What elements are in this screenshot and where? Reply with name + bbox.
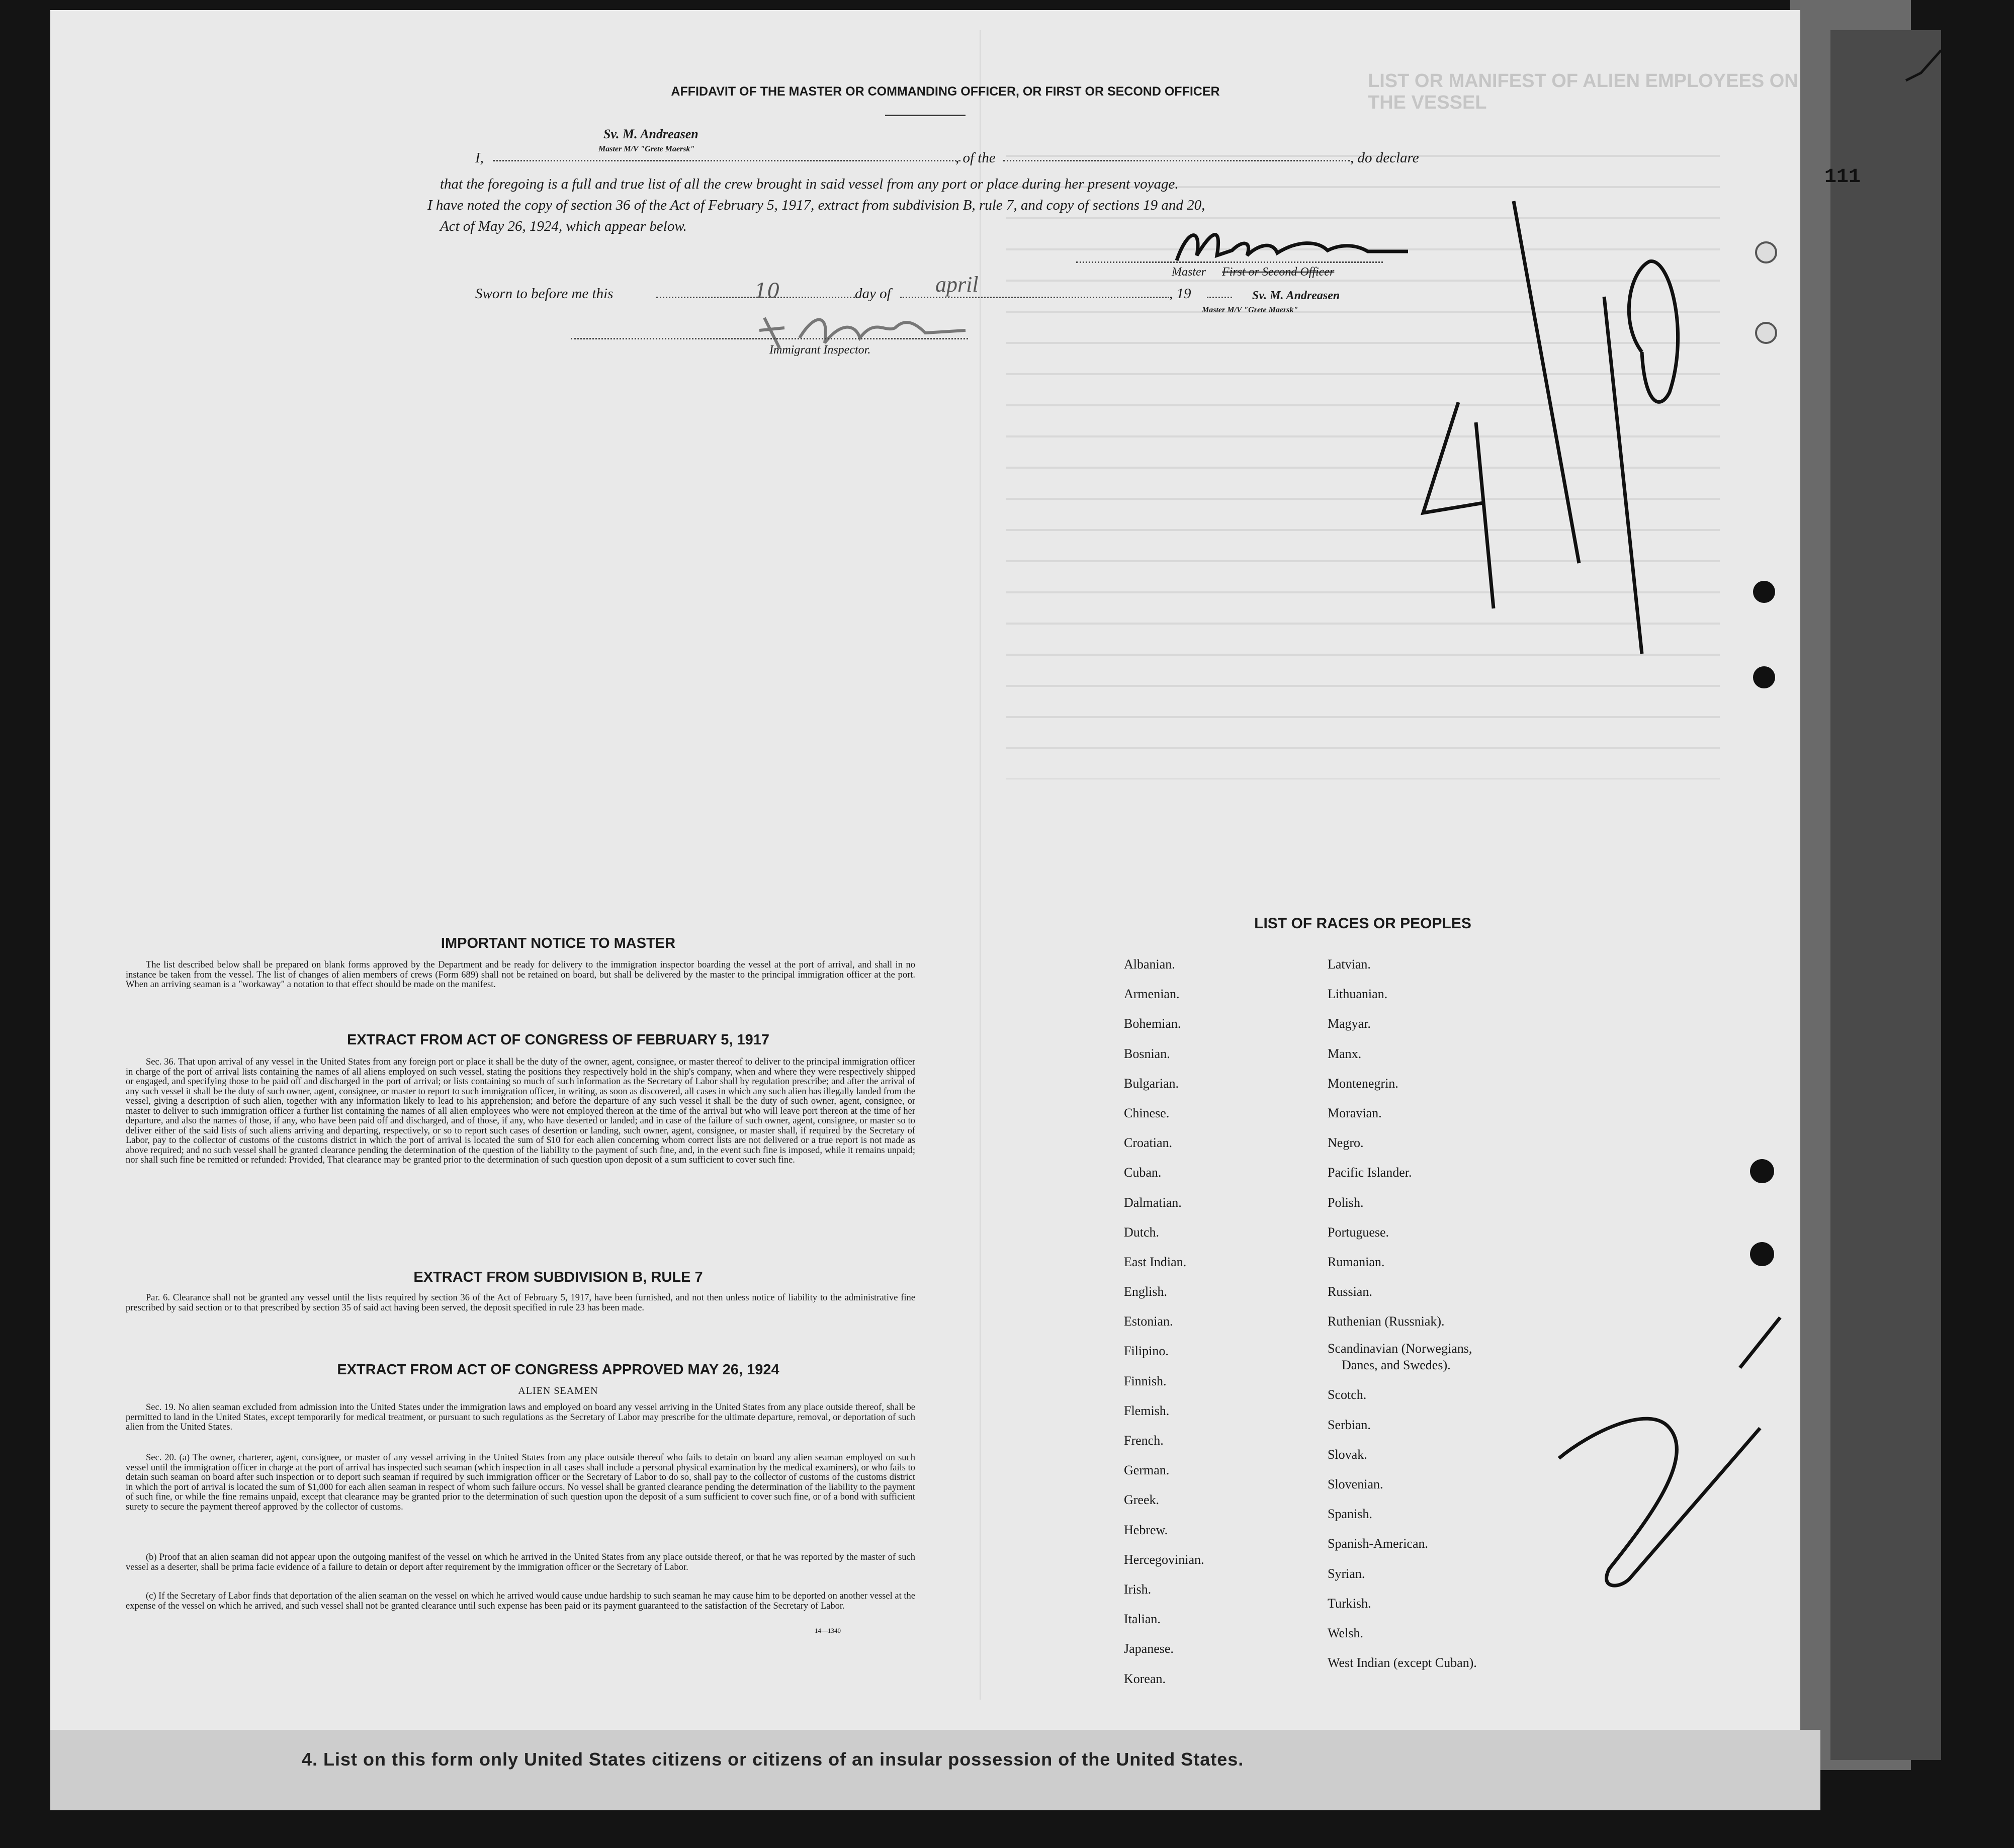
race-item: Welsh. <box>1328 1625 1363 1640</box>
punch-hole <box>1753 666 1775 688</box>
month-fill: april <box>935 272 979 297</box>
punch-hole <box>1753 581 1775 603</box>
extract-1924-title: EXTRACT FROM ACT OF CONGRESS APPROVED MAY 26, 1924 <box>337 1362 779 1378</box>
race-item: Bosnian. <box>1124 1046 1170 1061</box>
handwritten-date-mark <box>1368 191 1770 664</box>
edge-number: 111 <box>1824 166 1861 189</box>
punch-hole <box>1750 1242 1774 1266</box>
stamp-sub: Master M/V "Grete Maersk" <box>1202 306 1298 314</box>
race-item: Slovak. <box>1328 1447 1367 1462</box>
race-item: Latvian. <box>1328 957 1371 972</box>
affidavit-line-1: that the foregoing is a full and true list of all the crew brought in said vessel from any port or place during her present voyage. <box>440 176 1179 192</box>
races-title: LIST OF RACES OR PEOPLES <box>1254 915 1471 932</box>
race-item: Finnish. <box>1124 1373 1167 1388</box>
fold-line <box>980 30 981 1700</box>
races-left-column <box>1124 949 1315 1694</box>
name-line <box>493 160 960 161</box>
race-item: Danes, and Swedes). <box>1342 1358 1451 1373</box>
sec-20a-body: Sec. 20. (a) The owner, charterer, agent, consignee, or master of any vessel arriving in the United States from any place outside thereof who fails to detain on board any alien seaman employed on such vessel until the immigration officer in charge at the port of arrival has inspected such seaman (which inspection in all cases shall include a personal physical examination by the medical examiners), or who fails to detain such seaman on board after such inspection or to deport such seaman if required by such immigration officer or the Secretary of Labor to do so, shall pay to the collector of customs of the customs district in which the port of arrival is located the sum of $1,000 for each alien seaman in respect of whom such failure occurs. No vessel shall be granted clearance pending the determination of the liability to the payment of such fine, or while the fine remains unpaid, except that clearance may be granted prior to the determination of such question upon the deposit of a sum sufficient to cover such fine, or of a bond with sufficient surety to secure the payment thereof approved by the collector of customs. <box>126 1453 915 1512</box>
race-item: Filipino. <box>1124 1344 1169 1359</box>
check-mark <box>1901 45 1946 91</box>
race-item: Armenian. <box>1124 987 1180 1002</box>
stamp-name: Sv. M. Andreasen <box>1252 289 1340 302</box>
race-item: Croatian. <box>1124 1135 1173 1151</box>
race-item: Japanese. <box>1124 1641 1174 1656</box>
master-name-fill: Sv. M. Andreasen <box>603 127 698 141</box>
race-item: Pacific Islander. <box>1328 1165 1412 1180</box>
day-of-label: day of <box>855 286 891 302</box>
master-name-sub: Master M/V "Grete Maersk" <box>598 145 695 153</box>
subdivision-b-body: Par. 6. Clearance shall not be granted any vessel until the lists required by section 36 of the Act of February 5, 1917, have been furnished, and not then unless notice of liability to the administrative fine prescribed by said section or to that prescribed by section 35 of said act having been served, the deposit specified in rule 23 has been made. <box>126 1293 915 1313</box>
race-item: Flemish. <box>1124 1403 1170 1418</box>
race-item: Chinese. <box>1124 1105 1170 1120</box>
race-item: Montenegrin. <box>1328 1076 1398 1091</box>
signature-line <box>1076 261 1383 263</box>
race-item: Magyar. <box>1328 1016 1371 1031</box>
vessel-line <box>1003 160 1350 161</box>
race-item: Russian. <box>1328 1284 1372 1299</box>
race-item: Syrian. <box>1328 1566 1365 1581</box>
race-item: Serbian. <box>1328 1417 1371 1432</box>
race-item: Greek. <box>1124 1492 1160 1508</box>
race-item: French. <box>1124 1433 1164 1448</box>
extract-1917-title: EXTRACT FROM ACT OF CONGRESS OF FEBRUARY 5, 1917 <box>346 1032 770 1048</box>
title-rule <box>885 115 966 116</box>
race-item: Estonian. <box>1124 1314 1173 1329</box>
race-item: Portuguese. <box>1328 1224 1389 1240</box>
inspector-label: Immigrant Inspector. <box>769 343 871 357</box>
race-item: East Indian. <box>1124 1254 1187 1269</box>
subdivision-b-title: EXTRACT FROM SUBDIVISION B, RULE 7 <box>413 1269 703 1285</box>
punch-hole <box>1755 322 1777 344</box>
races-right-column <box>1328 949 1609 1678</box>
year-line <box>1207 297 1232 298</box>
inspector-line <box>571 338 968 339</box>
race-item: Spanish-American. <box>1328 1536 1429 1551</box>
underlying-bottom-note: 4. List on this form only United States citizens or citizens of an insular possession of the United States. <box>302 1749 1244 1770</box>
extract-1924-subtitle: ALIEN SEAMEN <box>518 1385 598 1396</box>
document-sheet <box>50 10 1800 1730</box>
signature-struck-label: First or Second Officer <box>1222 266 1335 279</box>
race-item: Hercegovinian. <box>1124 1552 1204 1567</box>
race-item: Slovenian. <box>1328 1477 1383 1491</box>
race-item: Irish. <box>1124 1581 1152 1597</box>
race-item: Scandinavian (Norwegians, <box>1328 1341 1472 1356</box>
ghost-title: LIST OR MANIFEST OF ALIEN EMPLOYEES ON THE VESSEL <box>1368 70 1798 113</box>
signature-master-label: Master <box>1172 266 1206 279</box>
extract-1917-body: Sec. 36. That upon arrival of any vessel in the United States from any foreign port or place it shall be the duty of the owner, agent, consignee, or master thereof to deliver to the principal immigration officer in charge of the port of arrival lists containing the names of all aliens employed on such vessel, stating the positions they respectively hold in the ship's company, when and where they were respectively shipped or engaged, and specifying those to be paid off and discharged in the port of arrival; or lists containing so much of such information as the Secretary of Labor shall by regulation prescribe; and after the arrival of any such vessel it shall be the duty of such owner, agent, consignee, or master to report to such immigration officer, in writing, as soon as discovered, all cases in which any such alien has illegally landed from the vessel, giving a description of such alien, together with any information likely to lead to his apprehension; and before the departure of any such vessel it shall be the duty of such owner, agent, consignee, or master to deliver to such immigration officer a further list containing the names of all alien employees who were not employed thereon at the time of the arrival but who will leave port thereon at the time of her departure, and also the names of those, if any, who have been paid off and discharged, and of those, if any, who have deserted or landed; and in case of the failure of such owner, agent, consignee, or master so to deliver either of the said lists of such aliens arriving and departing, respectively, or so to report such cases of desertion or landing, such owner, agent, consignee, or master shall, if required by the Secretary of Labor, pay to the collector of customs of the customs district in which the port of arrival is located the sum of $10 for each alien concerning whom correct lists are not delivered or a true report is not made as above required; and no such vessel shall be granted clearance pending the determination of the question of the liability to the payment of such fine, and, in the event such fine is imposed, while it remains unpaid; nor shall such fine be remitted or refunded: Provided, That clearance may be granted prior to the determination of such question upon deposit of a sum sufficient to cover such fine. <box>126 1057 915 1165</box>
race-item: Albanian. <box>1124 957 1175 972</box>
race-item: German. <box>1124 1463 1170 1478</box>
race-item: Manx. <box>1328 1046 1362 1061</box>
punch-hole <box>1755 241 1777 263</box>
i-label: I, <box>475 150 484 166</box>
form-number: 14—1340 <box>815 1627 841 1634</box>
punch-hole <box>1750 1159 1774 1183</box>
underlying-sheet-bottom <box>50 1730 1820 1810</box>
race-item: Negro. <box>1328 1135 1364 1151</box>
notice-body: The list described below shall be prepared on blank forms approved by the Department and be ready for delivery to the immigration inspector boarding the vessel at the port of arrival, and shall in no instance be taken from the vessel. The list of changes of alien members of crews (Form 689) shall not be retained on board, but shall be delivered by the master to the principal immigration officer at the port. When an arriving seaman is a "workaway" a notation to that effect should be made on the manifest. <box>126 960 915 990</box>
race-item: Spanish. <box>1328 1507 1372 1522</box>
of-the-label: , of the <box>955 150 996 166</box>
race-item: Moravian. <box>1328 1105 1382 1120</box>
race-item: West Indian (except Cuban). <box>1328 1655 1477 1670</box>
sworn-label: Sworn to before me this <box>475 286 614 302</box>
race-item: Ruthenian (Russniak). <box>1328 1314 1445 1329</box>
race-item: Dalmatian. <box>1124 1195 1182 1210</box>
race-item: English. <box>1124 1284 1167 1299</box>
race-item: Bulgarian. <box>1124 1076 1179 1091</box>
affidavit-line-2: I have noted the copy of section 36 of the Act of February 5, 1917, extract from subdivision B, rule 7, and copy of sections 19 and 20, <box>427 197 1205 213</box>
race-item: Dutch. <box>1124 1224 1160 1240</box>
notice-title: IMPORTANT NOTICE TO MASTER <box>441 935 676 951</box>
race-item: Cuban. <box>1124 1165 1162 1180</box>
affidavit-title: AFFIDAVIT OF THE MASTER OR COMMANDING OFFICER, OR FIRST OR SECOND OFFICER <box>671 84 1220 99</box>
race-item: Polish. <box>1328 1195 1364 1210</box>
year-label: , 19 <box>1169 286 1191 302</box>
sec-20c-body: (c) If the Secretary of Labor finds that deportation of the alien seaman on the vessel on which he arrived would cause undue hardship to such seaman he may cause him to be deported on another vessel at the expense of the vessel on which he arrived, and such vessel shall not be granted clearance until such expense has been paid or its payment guaranteed to the satisfaction of the Secretary of Labor. <box>126 1591 915 1611</box>
underlying-sheet-shadow <box>1830 30 1941 1760</box>
race-item: Rumanian. <box>1328 1254 1385 1269</box>
race-item: Hebrew. <box>1124 1522 1168 1537</box>
race-item: Lithuanian. <box>1328 987 1388 1002</box>
race-item: Korean. <box>1124 1671 1166 1686</box>
sec-19-body: Sec. 19. No alien seaman excluded from admission into the United States under the immigration laws and employed on board any vessel arriving in the United States from any place outside thereof, shall be permitted to land in the United States, except temporarily for medical treatment, or pursuant to such regulations as the Secretary of Labor may prescribe for the ultimate departure, removal, or deportation of such alien from the United States. <box>126 1402 915 1432</box>
sec-20b-body: (b) Proof that an alien seaman did not appear upon the outgoing manifest of the vessel on which he arrived in the United States from any place outside thereof, or that he was reported by the master of such vessel as a deserter, shall be prima facie evidence of a failure to detain or deport after requirement by the immigration officer or the Secretary of Labor. <box>126 1552 915 1572</box>
race-item: Turkish. <box>1328 1596 1371 1611</box>
race-item: Bohemian. <box>1124 1016 1181 1031</box>
affidavit-line-3: Act of May 26, 1924, which appear below. <box>440 218 687 234</box>
do-declare-label: , do declare <box>1350 150 1419 166</box>
day-fill: 10 <box>754 280 780 303</box>
race-item: Italian. <box>1124 1612 1161 1627</box>
race-item: Scotch. <box>1328 1387 1367 1402</box>
